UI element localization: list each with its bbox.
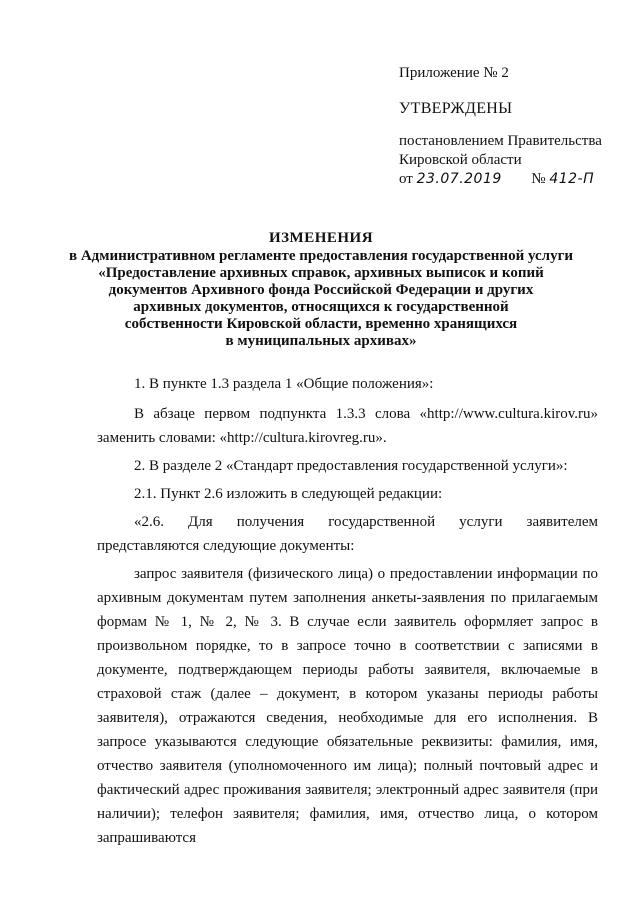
document-title: [60, 230, 582, 350]
number-handwritten: 412-П: [549, 171, 595, 187]
body-paragraph: запрос заявителя (физического лица) о предоставлении информации по архивным документам путем заполнения анкеты-заявления по прилагаемым формам № 1, № 2, № 3. В случае если заявитель оформляет запрос в произвольном порядке, то в запросе точно в соответствии с записями в документе, подтверждающем периоды работы заявителя, включаемые в страховой стаж (далее – документ, в котором указаны периоды работы заявителя), отражаются сведения, необходимые для его исполнения. В запросе указываются следующие обязательные реквизиты: фамилия, имя, отчество заявителя (уполномоченного им лица); полный почтовый адрес и фактический адрес проживания заявителя; электронный адрес заявителя (при наличии); телефон заявителя; фамилия, имя, отчество лица, о котором запрашиваются: [97, 566, 598, 846]
document-body: [97, 372, 598, 850]
number-prefix: №: [531, 171, 546, 187]
title-line: собственности Кировской области, временно хранящихся: [124, 316, 518, 332]
body-paragraph: В абзаце первом подпункта 1.3.3 слова «http://www.cultura.kirov.ru» заменить словами: «http://cultura.kirovreg.ru».: [97, 406, 598, 446]
body-paragraph: 2. В разделе 2 «Стандарт предоставления государственной услуги»:: [134, 458, 568, 474]
title-line: в Административном регламенте предоставления государственной услуги: [68, 248, 574, 264]
date-prefix: от: [399, 171, 413, 187]
title-line: архивных документов, относящихся к государственной: [133, 299, 509, 315]
title-heading: ИЗМЕНЕНИЯ: [268, 230, 374, 246]
body-paragraph: «2.6. Для получения государственной услуги заявителем представляются следующие документы:: [97, 514, 598, 554]
approved-label: УТВЕРЖДЕНЫ: [399, 100, 513, 117]
appendix-label: Приложение № 2: [399, 65, 509, 81]
body-paragraph: 2.1. Пункт 2.6 изложить в следующей редакции:: [134, 486, 443, 502]
title-line: «Предоставление архивных справок, архивных выписок и копий: [98, 265, 544, 281]
resolution-label: постановлением Правительства: [399, 133, 602, 149]
region-label: Кировской области: [399, 152, 522, 168]
date-handwritten: 23.07.2019: [416, 171, 502, 187]
title-line: документов Архивного фонда Российской Федерации и других: [108, 282, 534, 298]
date-number-line: [399, 170, 635, 189]
body-paragraph: 1. В пункте 1.3 раздела 1 «Общие положения»:: [134, 376, 434, 392]
title-line: в муниципальных архивах»: [225, 333, 417, 349]
approval-block: [399, 64, 635, 189]
